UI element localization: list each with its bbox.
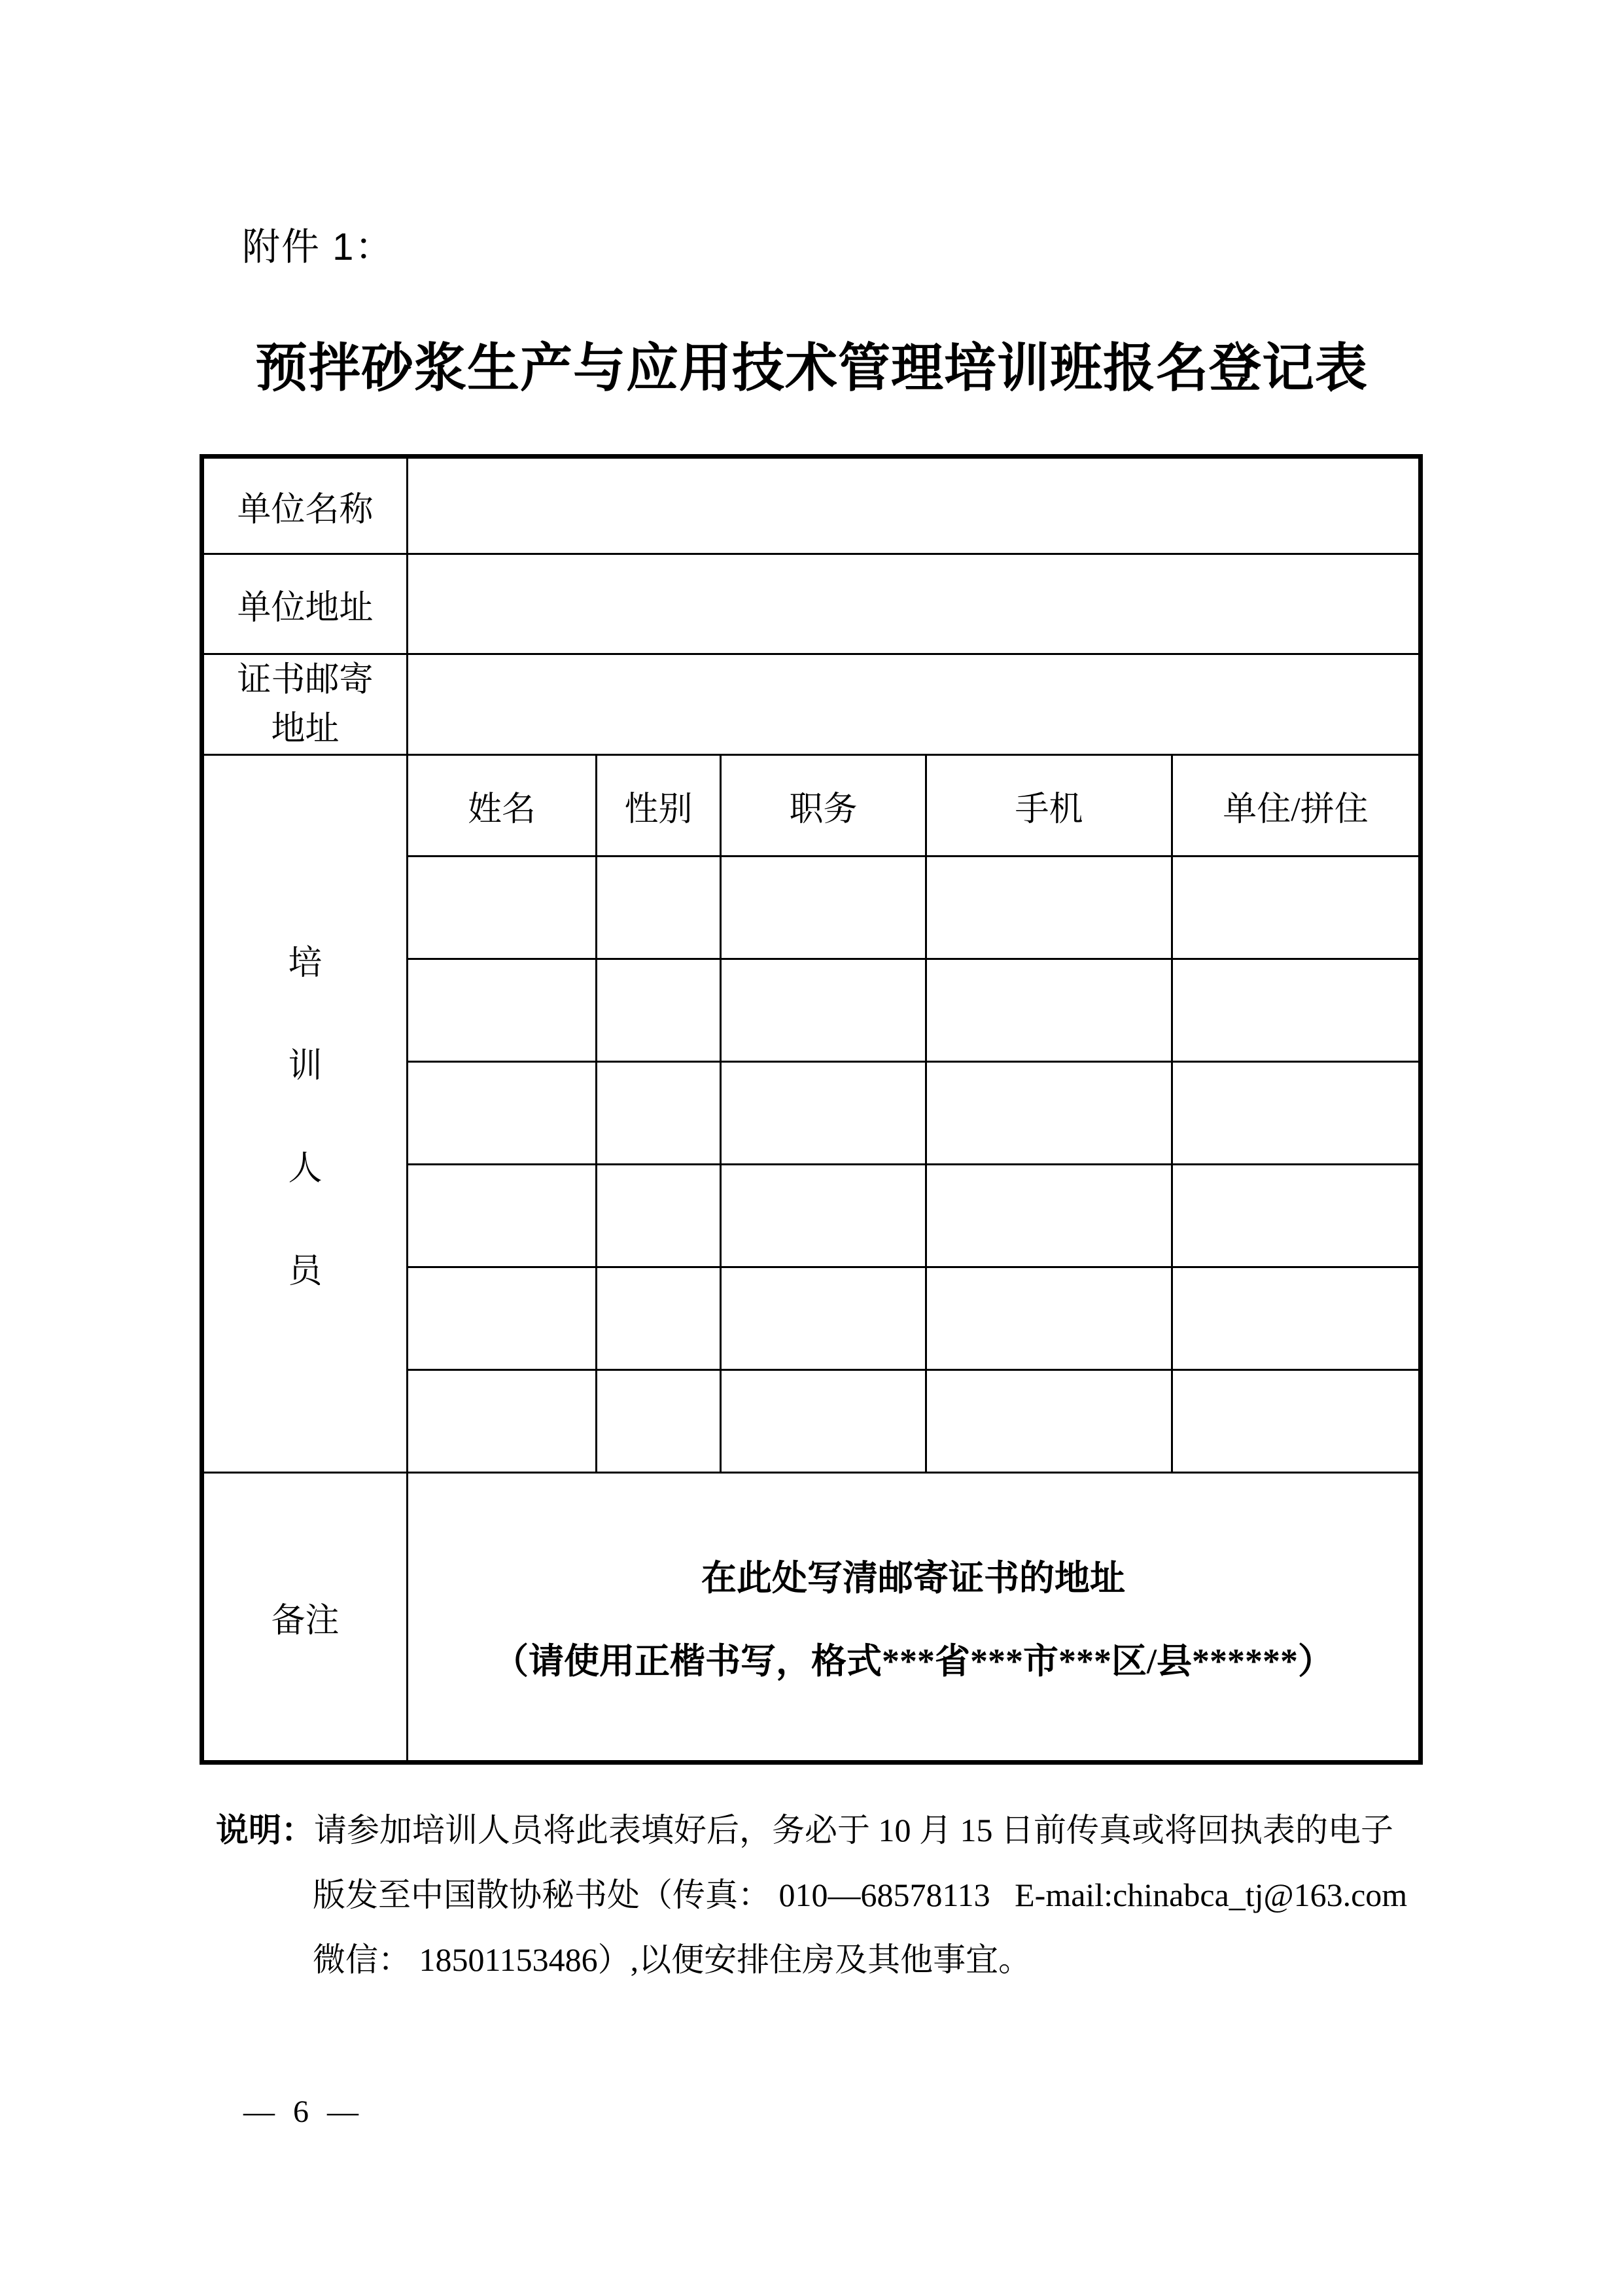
column-header-name: 姓名 [408, 755, 597, 857]
trainee-cell [597, 1165, 721, 1267]
unit-address-value-cell [408, 554, 1421, 654]
trainee-cell [1172, 857, 1421, 959]
trainee-cell [1172, 959, 1421, 1062]
trainee-cell [597, 959, 721, 1062]
column-header-room: 单住/拼住 [1172, 755, 1421, 857]
trainee-cell [408, 1062, 597, 1165]
trainee-cell [1172, 1267, 1421, 1370]
trainee-cell [926, 1370, 1172, 1473]
attachment-label: 附件 1： [242, 226, 394, 268]
column-header-mobile: 手机 [926, 755, 1172, 857]
trainee-cell [721, 1062, 926, 1165]
registration-table [200, 454, 1423, 1765]
trainee-cell [1172, 1165, 1421, 1267]
cert-address-label [202, 654, 408, 755]
trainee-cell [721, 1165, 926, 1267]
trainee-cell [597, 1062, 721, 1165]
table-row-trainee-header [202, 755, 1421, 857]
table-row-unit-address [202, 554, 1421, 654]
remark-line1: 在此处写清邮寄证书的地址 [701, 1559, 1125, 1598]
note-block [216, 1798, 1446, 1992]
trainee-cell [597, 1370, 721, 1473]
remark-content-cell [408, 1473, 1421, 1763]
trainee-cell [408, 1165, 597, 1267]
column-header-position: 职务 [721, 755, 926, 857]
trainee-cell [408, 1267, 597, 1370]
cert-address-label-line2: 地址 [271, 710, 340, 748]
trainee-cell [926, 857, 1172, 959]
page-title: 预拌砂浆生产与应用技术管理培训班报名登记表 [255, 340, 1368, 398]
note-label: 说明： [216, 1812, 314, 1848]
note-line-2: 版发至中国散协秘书处（传真： 010—68578113 E-mail:chinabca_tj@163.com [313, 1877, 1408, 1913]
trainee-cell [721, 1267, 926, 1370]
unit-address-label: 单位地址 [202, 554, 408, 654]
note-line-1 [216, 1798, 1446, 1863]
trainees-char: 员 [288, 1253, 323, 1290]
page-number: — 6 — [243, 2094, 364, 2129]
trainees-char: 人 [288, 1150, 323, 1188]
trainee-cell [721, 1370, 926, 1473]
table-row-cert-address [202, 654, 1421, 755]
trainee-cell [721, 959, 926, 1062]
trainee-cell [926, 1267, 1172, 1370]
trainees-char: 培 [288, 945, 323, 982]
unit-name-value-cell [408, 457, 1421, 554]
trainee-cell [926, 959, 1172, 1062]
unit-name-label: 单位名称 [202, 457, 408, 554]
cert-address-value-cell [408, 654, 1421, 755]
remark-label: 备注 [202, 1473, 408, 1763]
trainee-cell [1172, 1370, 1421, 1473]
trainee-cell [926, 1165, 1172, 1267]
trainee-cell [408, 1370, 597, 1473]
cert-address-label-line1: 证书邮寄 [237, 661, 374, 699]
table-row-unit-name [202, 457, 1421, 554]
trainees-char: 训 [288, 1048, 323, 1085]
trainee-cell [926, 1062, 1172, 1165]
trainees-label [202, 755, 408, 1473]
trainee-cell [597, 857, 721, 959]
trainees-vertical-text [204, 935, 406, 1292]
trainee-cell [1172, 1062, 1421, 1165]
note-line-3: 微信： 18501153486）,以便安排住房及其他事宜。 [313, 1941, 1032, 1978]
trainee-cell [721, 857, 926, 959]
trainee-cell [408, 959, 597, 1062]
remark-line2: （请使用正楷书写，格式***省***市***区/县******） [493, 1642, 1333, 1681]
trainee-cell [597, 1267, 721, 1370]
table-row-remark [202, 1473, 1421, 1763]
column-header-gender: 性别 [597, 755, 721, 857]
note-line-1-text: 请参加培训人员将此表填好后，务必于 10 月 15 日前传真或将回执表的电子 [314, 1812, 1393, 1848]
trainee-cell [408, 857, 597, 959]
